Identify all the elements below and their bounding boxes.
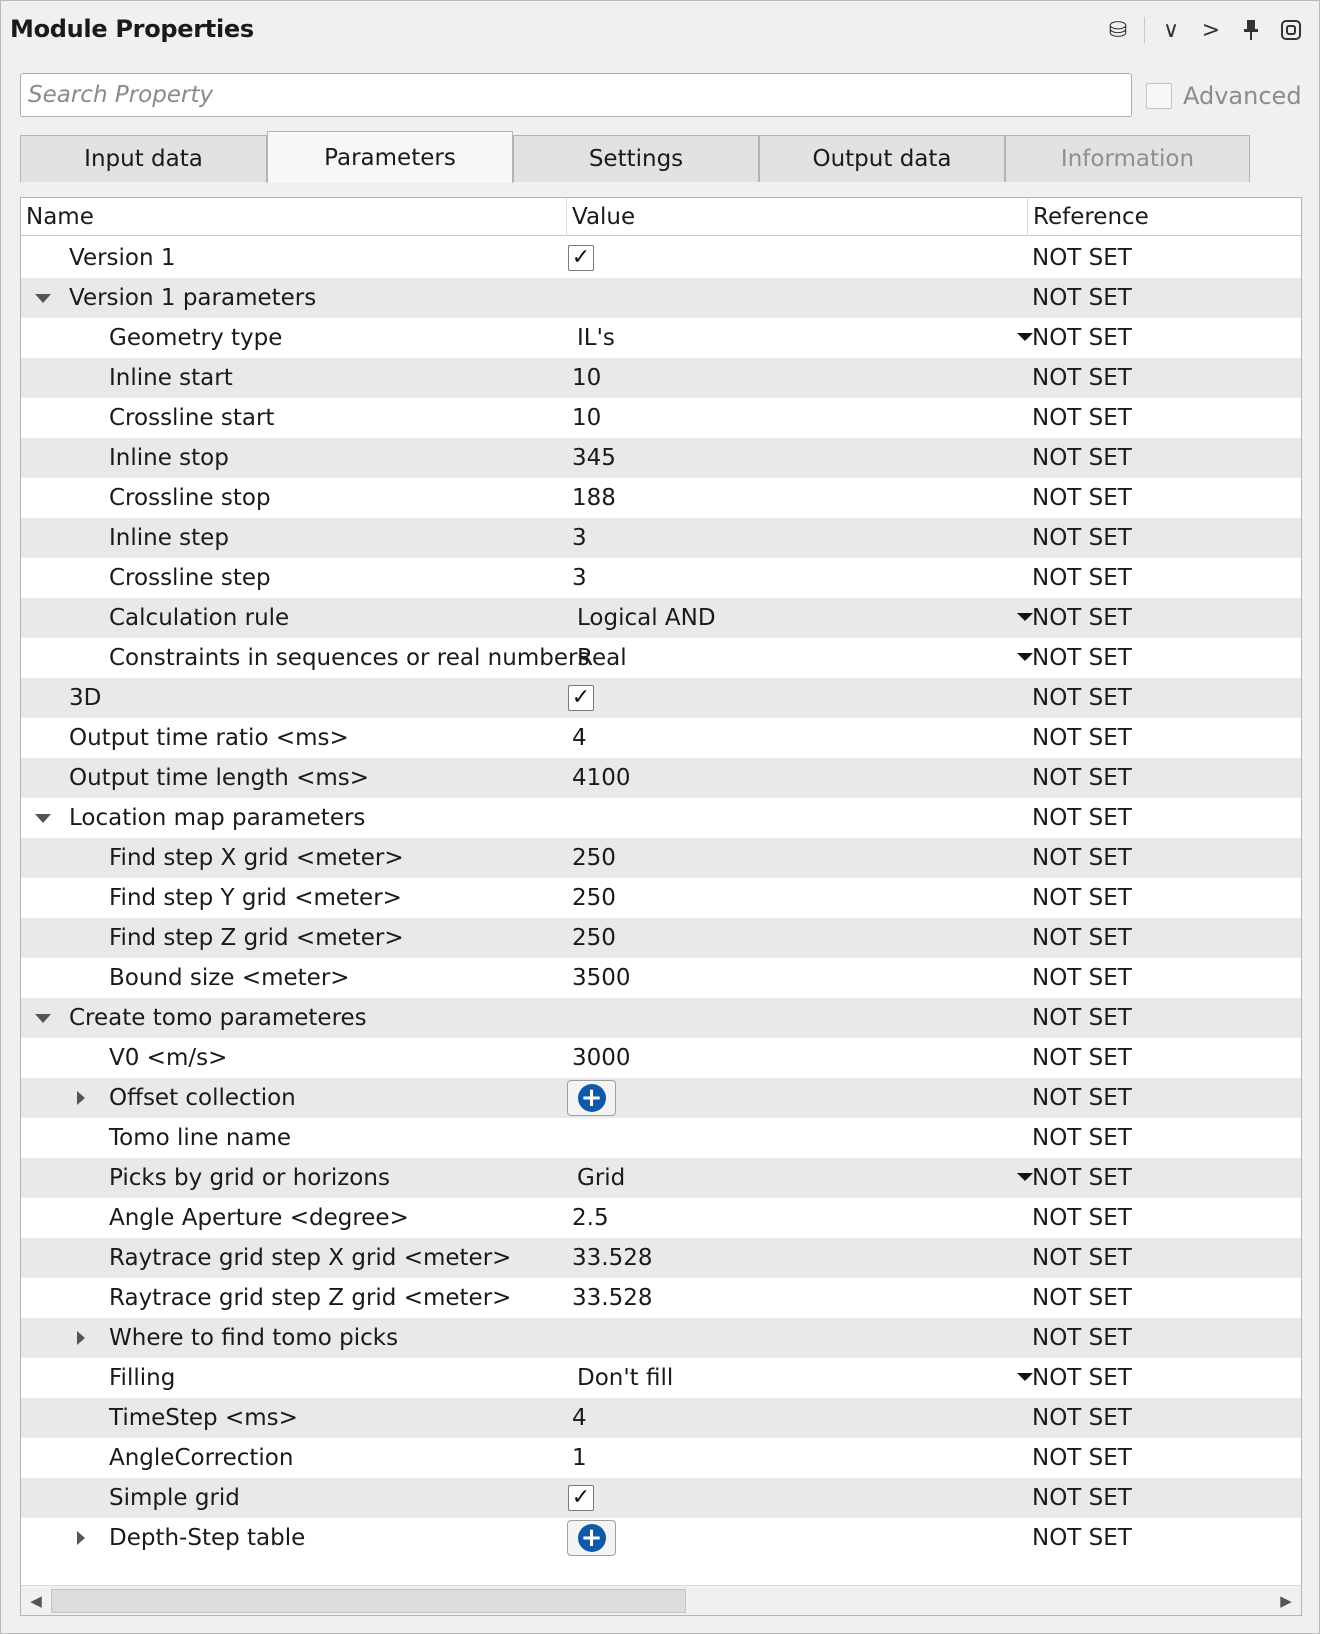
property-row-simple-grid[interactable]: [21, 1478, 1301, 1518]
dropdown-arrow-icon[interactable]: [1017, 653, 1033, 661]
property-row-calculation-rule[interactable]: [21, 598, 1301, 638]
value-field[interactable]: 33.528: [572, 1245, 653, 1271]
property-row-crossline-stop[interactable]: [21, 478, 1301, 518]
value-field[interactable]: 345: [572, 445, 616, 471]
property-row-bound-size-meter[interactable]: [21, 958, 1301, 998]
expand-arrow-right-icon[interactable]: [77, 1091, 85, 1105]
property-name: TimeStep <ms>: [109, 1405, 298, 1431]
reference-value[interactable]: NOT SET: [1032, 1005, 1132, 1031]
scrollbar-thumb[interactable]: [51, 1589, 686, 1613]
property-name: Tomo line name: [109, 1125, 292, 1151]
tab-bar: [20, 131, 1302, 183]
scroll-right-icon[interactable]: ▶: [1280, 1592, 1292, 1610]
reference-value[interactable]: NOT SET: [1032, 485, 1132, 511]
title-bar: [1, 1, 1319, 59]
reference-value[interactable]: NOT SET: [1032, 605, 1132, 631]
property-name-cell: [21, 278, 566, 318]
value-field[interactable]: 4: [572, 725, 587, 751]
property-row-create-tomo-parameteres[interactable]: [21, 998, 1301, 1038]
value-field[interactable]: 33.528: [572, 1285, 653, 1311]
add-item-button[interactable]: [567, 1080, 616, 1116]
dropdown-arrow-icon[interactable]: [1017, 613, 1033, 621]
reference-value[interactable]: NOT SET: [1032, 1445, 1132, 1471]
property-row-timestep-ms[interactable]: [21, 1398, 1301, 1438]
value-field[interactable]: 3: [572, 565, 587, 591]
reference-value[interactable]: NOT SET: [1032, 1045, 1132, 1071]
value-field[interactable]: 250: [572, 845, 616, 871]
property-name: Find step Y grid <meter>: [109, 885, 402, 911]
property-name-cell: [21, 1358, 566, 1398]
title-toolbar: [1098, 11, 1311, 49]
property-name-cell: [21, 918, 566, 958]
property-name: Offset collection: [109, 1085, 296, 1111]
property-row-constraints-in-sequences-or-real-numbers[interactable]: [21, 638, 1301, 678]
expand-arrow-right-icon[interactable]: [77, 1531, 85, 1545]
reference-value[interactable]: NOT SET: [1032, 1125, 1132, 1151]
property-name: Geometry type: [109, 325, 283, 351]
property-row-raytrace-grid-step-x-grid-meter[interactable]: [21, 1238, 1301, 1278]
reference-value[interactable]: NOT SET: [1032, 365, 1132, 391]
property-name-cell: [21, 238, 566, 278]
property-name: Create tomo parameteres: [69, 1005, 367, 1031]
reference-value[interactable]: NOT SET: [1032, 885, 1132, 911]
property-name: Crossline start: [109, 405, 275, 431]
plus-circle-icon: +: [578, 1524, 606, 1552]
property-row-geometry-type[interactable]: [21, 318, 1301, 358]
property-name: Picks by grid or horizons: [109, 1165, 390, 1191]
property-name-cell: [21, 718, 566, 758]
restore-window-icon[interactable]: [1271, 11, 1311, 49]
tab-input-data[interactable]: Input data: [20, 135, 267, 182]
horizontal-scrollbar[interactable]: [21, 1585, 1301, 1615]
column-header-reference[interactable]: Reference: [1027, 198, 1302, 236]
value-field[interactable]: 2.5: [572, 1205, 609, 1231]
value-field[interactable]: 4100: [572, 765, 631, 791]
property-row-depth-step-table[interactable]: [21, 1518, 1301, 1558]
value-dropdown[interactable]: Grid: [577, 1165, 626, 1191]
value-field[interactable]: 188: [572, 485, 616, 511]
property-name-cell: [21, 1478, 566, 1518]
property-row-filling[interactable]: [21, 1358, 1301, 1398]
database-lock-icon[interactable]: ⛁: [1108, 17, 1128, 43]
property-name: Raytrace grid step Z grid <meter>: [109, 1285, 512, 1311]
property-name: Filling: [109, 1365, 176, 1391]
value-field[interactable]: 10: [572, 405, 602, 431]
property-row-find-step-z-grid-meter[interactable]: [21, 918, 1301, 958]
panel-title: Module Properties: [10, 15, 254, 43]
property-name: Inline step: [109, 525, 229, 551]
property-name-cell: [21, 638, 590, 678]
reference-value[interactable]: NOT SET: [1032, 565, 1132, 591]
property-row-inline-start[interactable]: [21, 358, 1301, 398]
value-dropdown[interactable]: Don't fill: [577, 1365, 674, 1391]
value-checkbox[interactable]: ✓: [568, 1485, 594, 1511]
property-name-cell: [21, 878, 566, 918]
property-row-output-time-ratio-ms[interactable]: [21, 718, 1301, 758]
property-name: V0 <m/s>: [109, 1045, 228, 1071]
property-name: Crossline stop: [109, 485, 271, 511]
value-field[interactable]: 10: [572, 365, 602, 391]
property-name-cell: [21, 1398, 566, 1438]
property-row-crossline-start[interactable]: [21, 398, 1301, 438]
search-property-input[interactable]: [20, 73, 1132, 117]
dropdown-arrow-icon[interactable]: [1017, 333, 1033, 341]
value-checkbox[interactable]: ✓: [568, 685, 594, 711]
property-name: Simple grid: [109, 1485, 240, 1511]
property-row-crossline-step[interactable]: [21, 558, 1301, 598]
property-name-cell: [21, 1118, 566, 1158]
property-name-cell: [21, 1438, 566, 1478]
property-name-cell: [21, 1198, 566, 1238]
property-name: 3D: [69, 685, 102, 711]
reference-value[interactable]: NOT SET: [1032, 725, 1132, 751]
tab-parameters[interactable]: Parameters: [267, 131, 513, 183]
property-row-output-time-length-ms[interactable]: [21, 758, 1301, 798]
tab-output-data[interactable]: Output data: [759, 135, 1005, 182]
value-field[interactable]: 250: [572, 885, 616, 911]
tab-information: Information: [1005, 135, 1250, 182]
property-name-cell: [21, 438, 566, 478]
advanced-label: Advanced: [1183, 82, 1302, 110]
property-row-offset-collection[interactable]: [21, 1078, 1301, 1118]
property-name-cell: [21, 558, 566, 598]
property-row-inline-stop[interactable]: [21, 438, 1301, 478]
property-name-cell: [21, 398, 566, 438]
property-name-cell: [21, 318, 566, 358]
property-name-cell: [21, 798, 566, 838]
reference-value[interactable]: NOT SET: [1032, 1205, 1132, 1231]
property-name-cell: [21, 1518, 566, 1558]
column-header-name[interactable]: Name: [26, 204, 94, 230]
value-field[interactable]: 1: [572, 1445, 587, 1471]
property-name: Calculation rule: [109, 605, 290, 631]
reference-value[interactable]: NOT SET: [1032, 325, 1132, 351]
property-name-cell: [21, 678, 566, 718]
plus-circle-icon: +: [578, 1084, 606, 1112]
property-row-3d[interactable]: [21, 678, 1301, 718]
property-name-cell: [21, 1238, 566, 1278]
property-name: Bound size <meter>: [109, 965, 350, 991]
reference-value[interactable]: NOT SET: [1032, 845, 1132, 871]
property-row-version-1-parameters[interactable]: [21, 278, 1301, 318]
reference-value[interactable]: NOT SET: [1032, 685, 1132, 711]
reference-value[interactable]: NOT SET: [1032, 1365, 1132, 1391]
property-name-cell: [21, 838, 566, 878]
property-name: Find step Z grid <meter>: [109, 925, 404, 951]
advanced-toggle[interactable]: [1146, 81, 1302, 111]
reference-value[interactable]: NOT SET: [1032, 805, 1132, 831]
reference-value[interactable]: NOT SET: [1032, 1485, 1132, 1511]
value-field[interactable]: 3500: [572, 965, 631, 991]
property-name-cell: [21, 518, 566, 558]
value-dropdown[interactable]: Logical AND: [577, 605, 716, 631]
property-name: Find step X grid <meter>: [109, 845, 404, 871]
property-name: Output time length <ms>: [69, 765, 370, 791]
property-row-find-step-x-grid-meter[interactable]: [21, 838, 1301, 878]
chevron-right-icon[interactable]: >: [1201, 17, 1221, 43]
value-dropdown[interactable]: Real: [577, 645, 627, 671]
property-row-anglecorrection[interactable]: [21, 1438, 1301, 1478]
reference-value[interactable]: NOT SET: [1032, 245, 1132, 271]
value-field[interactable]: 250: [572, 925, 616, 951]
property-name: Inline start: [109, 365, 233, 391]
chevron-down-icon[interactable]: ∨: [1162, 17, 1180, 43]
property-name: Depth-Step table: [109, 1525, 306, 1551]
expand-arrow-down-icon[interactable]: [35, 1014, 51, 1023]
column-header-value[interactable]: Value: [566, 198, 1027, 236]
property-row-inline-step[interactable]: [21, 518, 1301, 558]
expand-arrow-down-icon[interactable]: [35, 294, 51, 303]
property-row-find-step-y-grid-meter[interactable]: [21, 878, 1301, 918]
property-name: Location map parameters: [69, 805, 366, 831]
property-name-cell: [21, 1318, 566, 1358]
property-name-cell: [21, 598, 566, 638]
reference-value[interactable]: NOT SET: [1032, 285, 1132, 311]
advanced-checkbox[interactable]: [1146, 83, 1172, 109]
reference-value[interactable]: NOT SET: [1032, 1525, 1132, 1551]
tab-settings[interactable]: Settings: [513, 135, 759, 182]
dropdown-arrow-icon[interactable]: [1017, 1173, 1033, 1181]
expand-arrow-right-icon[interactable]: [77, 1331, 85, 1345]
property-name-cell: [21, 958, 566, 998]
toolbar-separator: [1144, 17, 1145, 43]
property-name: Version 1: [69, 245, 176, 271]
reference-value[interactable]: NOT SET: [1032, 1285, 1132, 1311]
value-field[interactable]: 3000: [572, 1045, 631, 1071]
property-row-v0-m-s[interactable]: [21, 1038, 1301, 1078]
scroll-left-icon[interactable]: ◀: [30, 1592, 42, 1610]
property-name-cell: [21, 1278, 566, 1318]
property-name-cell: [21, 478, 566, 518]
property-row-location-map-parameters[interactable]: [21, 798, 1301, 838]
reference-value[interactable]: NOT SET: [1032, 925, 1132, 951]
property-name: AngleCorrection: [109, 1445, 294, 1471]
reference-value[interactable]: NOT SET: [1032, 445, 1132, 471]
property-row-tomo-line-name[interactable]: [21, 1118, 1301, 1158]
value-checkbox[interactable]: ✓: [568, 245, 594, 271]
property-name: Constraints in sequences or real numbers: [109, 645, 590, 671]
property-grid: [20, 197, 1302, 1616]
property-name-cell: [21, 998, 566, 1038]
property-row-where-to-find-tomo-picks[interactable]: [21, 1318, 1301, 1358]
reference-value[interactable]: NOT SET: [1032, 1325, 1132, 1351]
reference-value[interactable]: NOT SET: [1032, 645, 1132, 671]
expand-arrow-down-icon[interactable]: [35, 814, 51, 823]
property-name-cell: [21, 758, 566, 798]
property-name-cell: [21, 358, 566, 398]
property-name: Inline stop: [109, 445, 229, 471]
property-name: Angle Aperture <degree>: [109, 1205, 409, 1231]
property-row-angle-aperture-degree[interactable]: [21, 1198, 1301, 1238]
value-field[interactable]: [567, 1118, 1003, 1158]
property-name-cell: [21, 1158, 566, 1198]
reference-value[interactable]: NOT SET: [1032, 1165, 1132, 1191]
add-item-button[interactable]: [567, 1520, 616, 1556]
value-dropdown[interactable]: IL's: [577, 325, 615, 351]
reference-value[interactable]: NOT SET: [1032, 1085, 1132, 1111]
reference-value[interactable]: NOT SET: [1032, 1245, 1132, 1271]
property-name: Where to find tomo picks: [109, 1325, 399, 1351]
reference-value[interactable]: NOT SET: [1032, 965, 1132, 991]
reference-value[interactable]: NOT SET: [1032, 1405, 1132, 1431]
reference-value[interactable]: NOT SET: [1032, 765, 1132, 791]
property-name: Output time ratio <ms>: [69, 725, 349, 751]
value-field[interactable]: 3: [572, 525, 587, 551]
property-row-picks-by-grid-or-horizons[interactable]: [21, 1158, 1301, 1198]
value-field[interactable]: 4: [572, 1405, 587, 1431]
grid-header: [21, 198, 1301, 236]
property-name-cell: [21, 1038, 566, 1078]
reference-value[interactable]: NOT SET: [1032, 405, 1132, 431]
reference-value[interactable]: NOT SET: [1032, 525, 1132, 551]
property-name-cell: [21, 1078, 566, 1118]
property-row-raytrace-grid-step-z-grid-meter[interactable]: [21, 1278, 1301, 1318]
dropdown-arrow-icon[interactable]: [1017, 1373, 1033, 1381]
property-name: Raytrace grid step X grid <meter>: [109, 1245, 512, 1271]
property-name: Crossline step: [109, 565, 271, 591]
pin-icon[interactable]: [1231, 11, 1271, 49]
property-row-version-1[interactable]: [21, 238, 1301, 278]
grid-rows: [21, 238, 1301, 1558]
property-name: Version 1 parameters: [69, 285, 317, 311]
